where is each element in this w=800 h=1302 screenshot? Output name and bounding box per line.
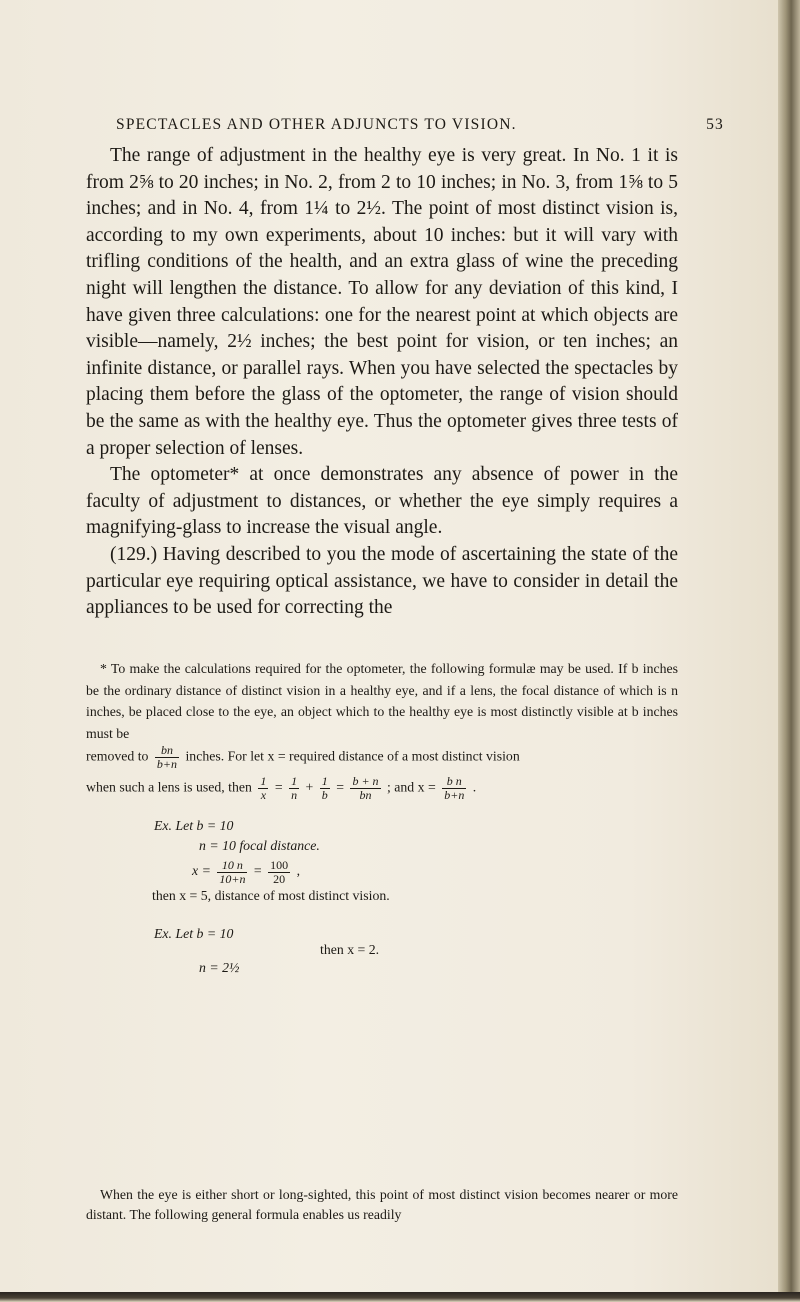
fraction-b-plus-n-over-bn	[350, 775, 380, 802]
footnote-removed-to: removed to	[86, 749, 149, 765]
equals-sign: =	[336, 780, 344, 796]
closing-paragraph	[86, 1185, 678, 1226]
fraction-numerator: 10 n	[221, 857, 243, 872]
paragraph-129: (129.) Having described to you the mode of ascertaining the state of the particular eye requiring optical assistance, we have to consider in detail the appliances to be used for correcting the	[86, 543, 678, 619]
footnote-line-removed	[86, 744, 678, 771]
paragraph-range: The range of adjustment in the healthy eye is very great. In No. 1 it is from 2⅝ to 20 inches; in No. 2, from 2 to 10 inches; in No. 3, from 1⅝ to 5 inches; and in No. 4, from 1¼ to 2½. The point of most distinct vision is, according to my own experiments, about 10 inches: but it will vary with trifling conditions of the health, and an extra glass of wine the preceding night will lengthen the distance. To allow for any deviation of this kind, I have given three calculations: one for the nearest point at which objects are visible—namely, 2½ inches; the best point for vision, or ten inches; an infinite distance, or parallel rays. When you have selected the spectacles by placing them before the glass of the optometer, the range of vision should be the same as with the healthy eye. Thus the optometer gives three tests of a proper selection of lenses.	[86, 145, 678, 459]
example-1	[154, 816, 678, 906]
main-text	[86, 143, 678, 622]
page-number: 53	[706, 116, 724, 133]
example-label: Ex.	[154, 926, 173, 942]
fraction-numerator: 100	[270, 857, 289, 872]
running-title: SPECTACLES AND OTHER ADJUNCTS TO VISION.	[116, 116, 517, 133]
fraction-bn-over-b-plus-n-result	[442, 775, 466, 802]
fraction-numerator: b + n	[352, 774, 379, 789]
fraction-100-over-20	[268, 859, 290, 886]
fraction-numerator: 1	[260, 774, 267, 789]
fraction-denominator: b+n	[444, 788, 465, 803]
fraction-10n-over-10-plus-n	[217, 859, 247, 886]
page-bottom-edge	[0, 1292, 800, 1302]
fraction-denominator: 10+n	[219, 871, 246, 886]
footnote-when-text: when such a lens is used, then	[86, 780, 252, 796]
footnote-text-1: * To make the calculations required for the optometer, the following formulæ may be used. If b inches be the ordinary distance of distinct vision in a healthy eye, and if a lens, the focal distance of which is n inches, be placed close to the eye, an object which to the healthy eye is most distinctly visible at b inches must be	[86, 661, 678, 741]
fraction-denominator: x	[258, 788, 268, 802]
closing-text: When the eye is either short or long-sighted, this point of most distinct vision becomes nearer or more distant. The following general formula enables us readily	[86, 1187, 678, 1223]
paragraph-optometer: The optometer* at once demonstrates any absence of power in the faculty of adjustment to distances, or whether the eye simply requires a magnifying-glass to increase the visual angle.	[86, 464, 678, 539]
fraction-denominator: b+n	[156, 757, 178, 772]
example-1-line-2: n = 10 focal distance.	[199, 838, 320, 854]
plus-sign: +	[305, 780, 314, 796]
fraction-1-over-x	[258, 775, 268, 802]
fraction-1-over-b	[320, 775, 330, 802]
example-label: Ex.	[154, 818, 173, 834]
example-2-then: then x = 2.	[320, 942, 380, 958]
example-2	[154, 924, 678, 978]
x-equals: x =	[192, 863, 211, 879]
fraction-denominator: bn	[350, 788, 380, 802]
example-2-line-2: n = 2½	[199, 960, 240, 976]
example-let-b: Let b = 10	[175, 818, 234, 834]
comma: ,	[296, 863, 301, 879]
equals-sign: =	[274, 780, 283, 796]
and-x-equals: ; and x =	[387, 780, 436, 796]
footnote-formula-line	[86, 775, 678, 802]
example-let-b: Let b = 10	[175, 926, 234, 942]
period: .	[472, 780, 477, 796]
page-edge-shadow	[778, 0, 800, 1296]
fraction-1-over-n	[289, 775, 299, 802]
fraction-numerator: 1	[291, 774, 298, 789]
fraction-denominator: b	[321, 788, 328, 803]
fraction-numerator: b n	[446, 774, 462, 789]
fraction-numerator: bn	[160, 743, 173, 758]
example-1-line-1	[154, 816, 678, 836]
fraction-numerator: 1	[321, 774, 328, 789]
fraction-bn-over-b-plus-n	[155, 744, 179, 771]
example-1-result: then x = 5, distance of most distinct vision.	[152, 888, 390, 904]
example-1-fraction-line	[192, 856, 678, 886]
equals-sign: =	[253, 863, 262, 879]
footnote	[86, 658, 678, 978]
fraction-denominator: 20	[268, 872, 290, 886]
footnote-text-2: inches. For let x = required distance of a most distinct vision	[185, 749, 520, 765]
fraction-denominator: n	[291, 788, 298, 803]
